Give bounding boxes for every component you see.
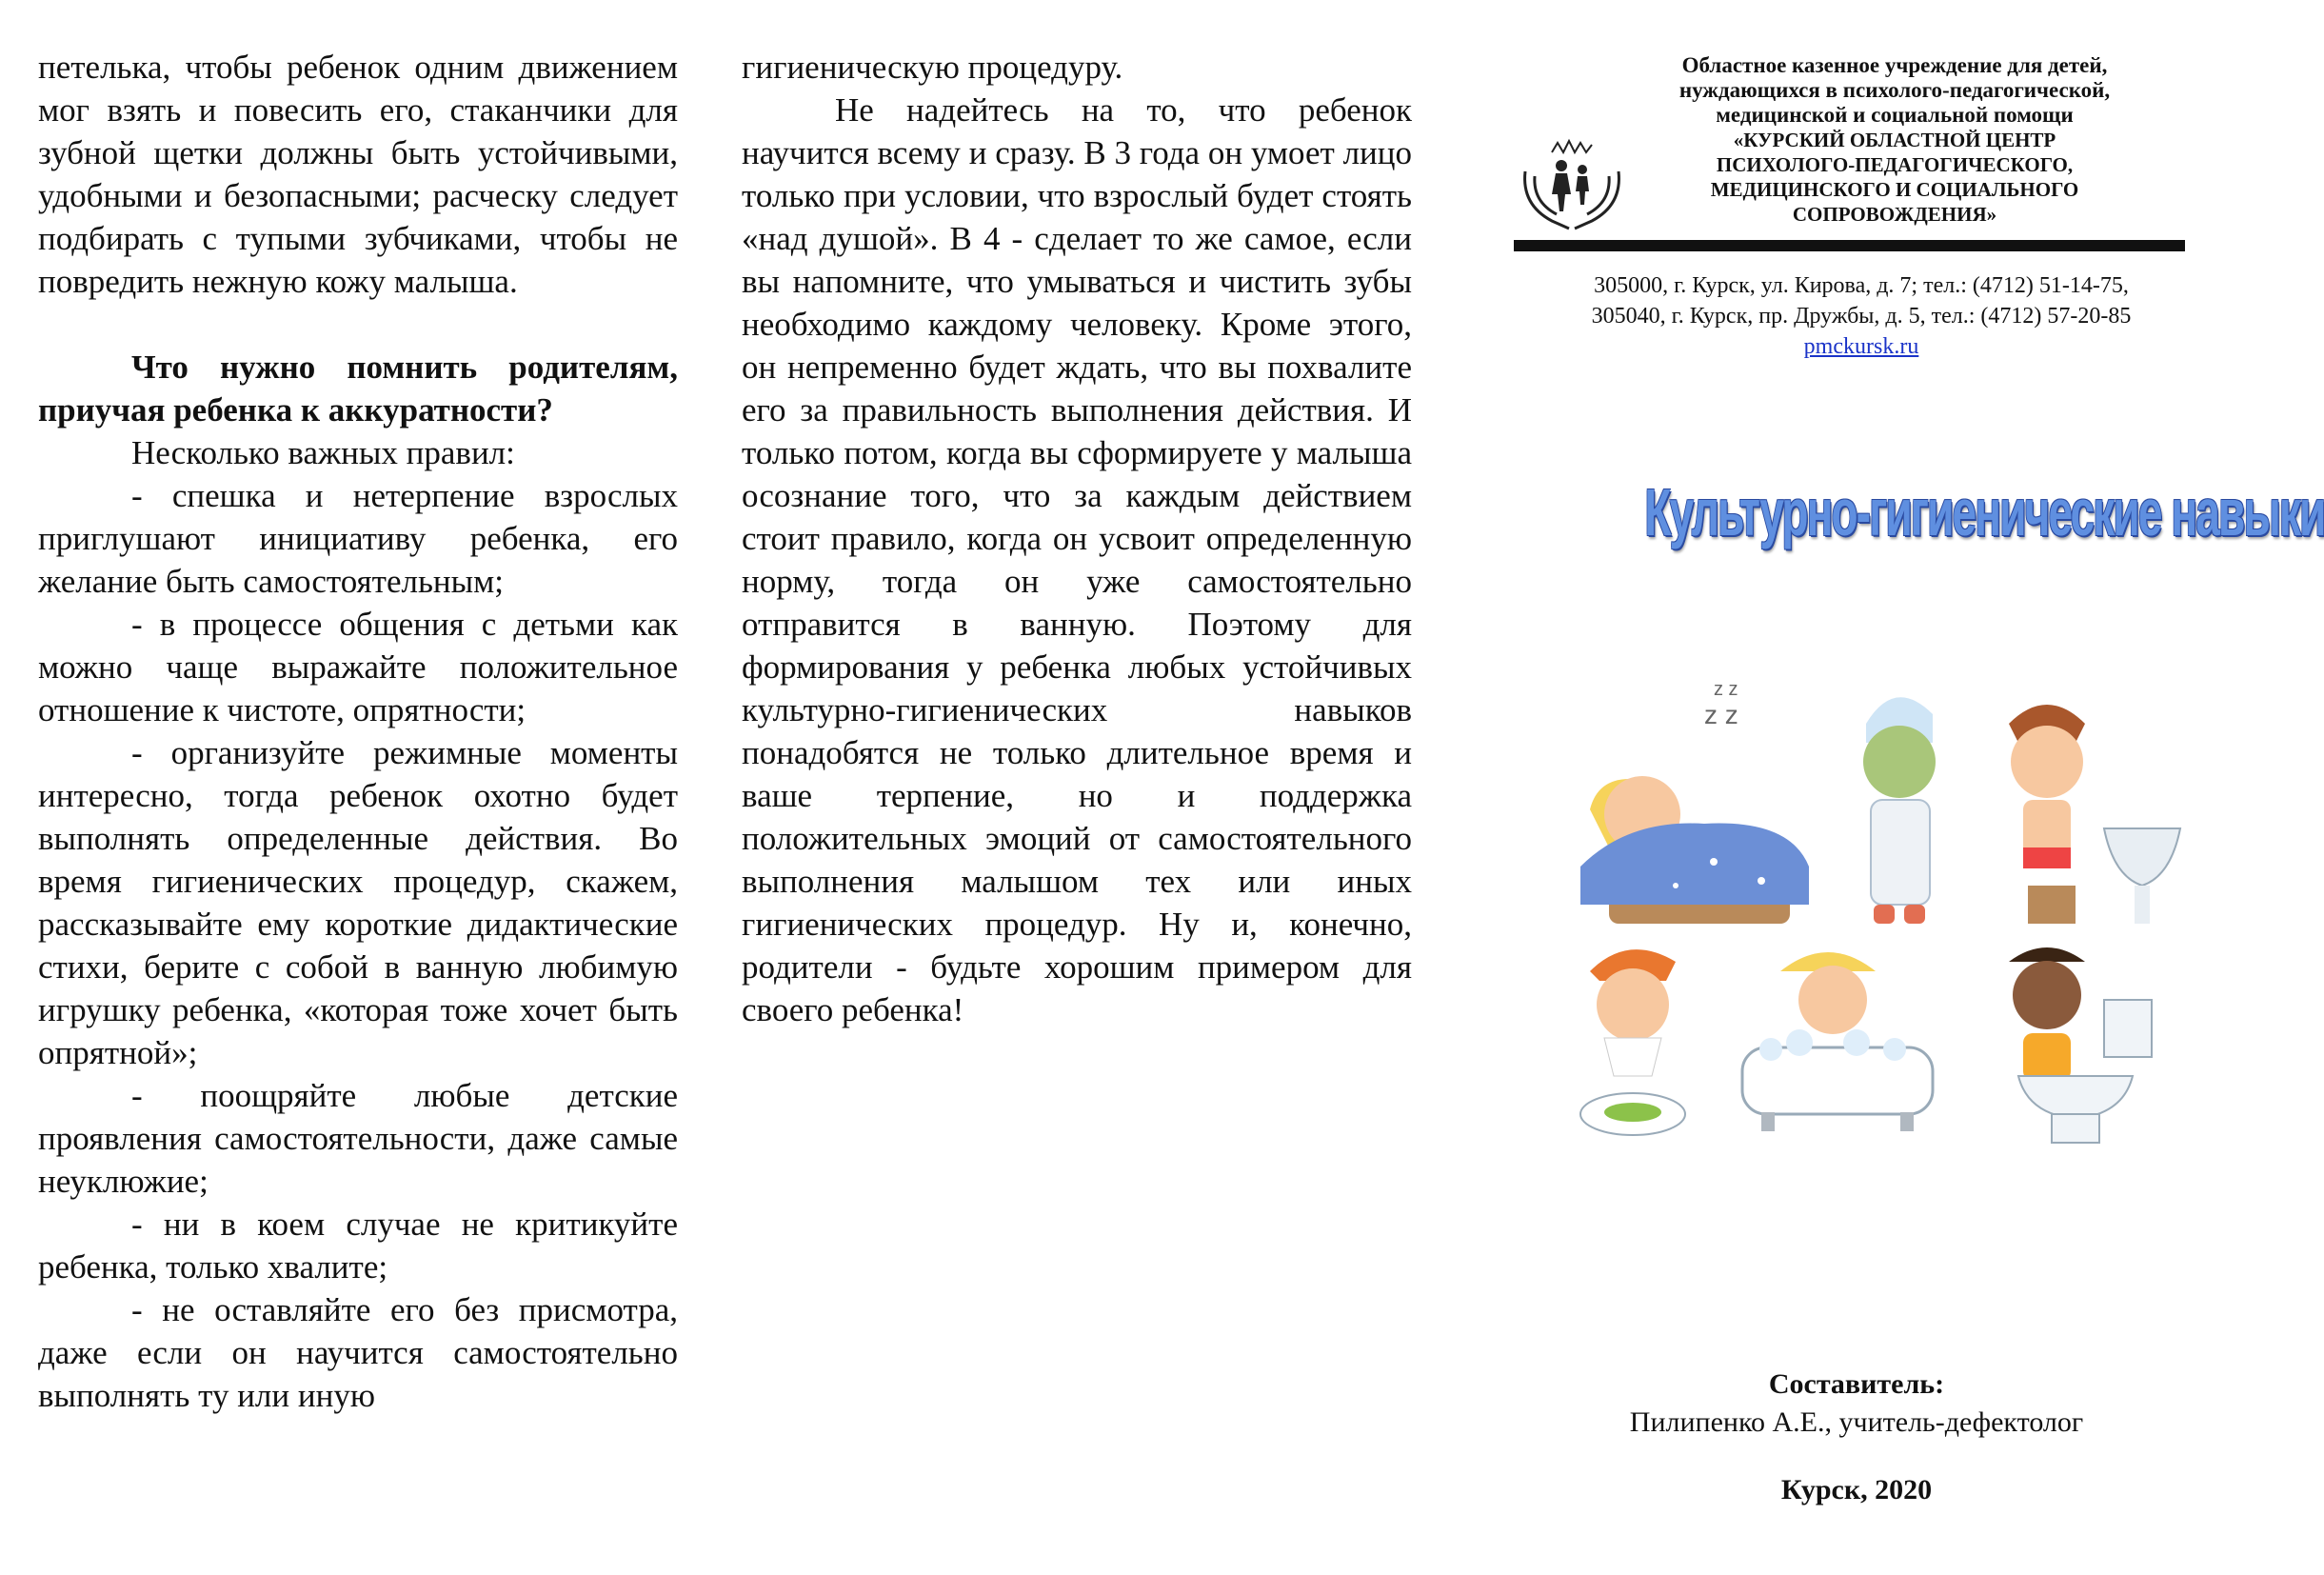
org-line: «КУРСКИЙ ОБЛАСТНОЙ ЦЕНТР xyxy=(1733,129,2056,151)
contact-info xyxy=(1514,270,2209,362)
children-hygiene-illustrations xyxy=(1571,657,2199,1171)
org-line: ПСИХОЛОГО-ПЕДАГОГИЧЕСКОГО, xyxy=(1716,153,2074,176)
potty-child-illustration xyxy=(2009,947,2152,1143)
address-line: 305040, г. Курск, пр. Дружбы, д. 5, тел.: (4712) 57-20-85 xyxy=(1591,304,2132,329)
composer-label: Составитель: xyxy=(1768,1368,1945,1400)
organization-name xyxy=(1590,53,2199,227)
left-text-column xyxy=(38,46,678,1417)
middle-text-column xyxy=(742,46,1412,1031)
paragraph: Несколько важных правил: xyxy=(131,434,515,471)
address-line: 305000, г. Курск, ул. Кирова, д. 7; тел.: (4712) 51-14-75, xyxy=(1594,273,2129,298)
org-line: МЕДИЦИНСКОГО И СОЦИАЛЬНОГО xyxy=(1710,178,2079,201)
city-year: Курск, 2020 xyxy=(1780,1474,1933,1505)
svg-text:z z: z z xyxy=(1704,700,1738,729)
list-item: - ни в коем случае не критикуйте ребенка, только хвалите; xyxy=(38,1206,678,1286)
towel-child-illustration xyxy=(1863,697,1936,924)
section-heading: Что нужно помнить родителям, приучая ребенка к аккуратности? xyxy=(38,349,678,429)
list-item: - в процессе общения с детьми как можно чаще выражайте положительное отношение к чистоте, опрятности; xyxy=(38,606,678,728)
org-line: СОПРОВОЖДЕНИЯ» xyxy=(1792,203,1997,226)
paragraph: Не надейтесь на то, что ребенок научится всему и сразу. В 3 года он умоет лицо только при условии, что взрослый будет стоять «над душой». В 4 - сделает то же самое, если вы напомните, что умываться и чистить зубы необходимо каждому человеку. Кроме этого, он непременно будет ждать, что вы похвалите его за правильность выполнения действия. И только потом, когда вы сформируете у малыша осознание того, что за каждым действием стоит правило, когда он усвоит определенную норму, тогда он уже самостоятельно отправится в ванную. Поэтому для формирования у ребенка любых устойчивых культурно-гигиенических навыков понадобятся не только длительное время и ваше терпение, но и поддержка положительных эмоций от самостоятельного выполнения малышом тех или иных гигиенических процедур. Ну и, конечно, родители - будьте хорошим примером для своего ребенка! xyxy=(742,91,1412,1028)
brochure-title: Культурно-гигиенические навыки xyxy=(1644,475,2324,549)
hands-family-logo-icon xyxy=(1514,133,1630,238)
list-item: - поощряйте любые детские проявления самостоятельности, даже самые неуклюжие; xyxy=(38,1077,678,1200)
list-item: - не оставляйте его без присмотра, даже если он научится самостоятельно выполнять ту или иную xyxy=(38,1291,678,1414)
website-link[interactable]: pmckursk.ru xyxy=(1803,334,1919,359)
divider xyxy=(1514,240,2185,251)
eating-child-illustration xyxy=(1580,949,1685,1135)
list-item: - организуйте режимные моменты интересно, тогда ребенок охотно будет выполнять определенные действия. Во время гигиенических процедур, скажем, рассказывайте ему короткие дидактические стихи, берите с собой в ванную любимую игрушку ребенка, «которая тоже хочет быть опрятной»; xyxy=(38,734,678,1071)
org-line: нуждающихся в психолого-педагогической, xyxy=(1678,78,2111,102)
sleeping-child-illustration xyxy=(1580,679,1809,924)
composer-name: Пилипенко А.Е., учитель-дефектолог xyxy=(1629,1406,2084,1438)
bathing-child-illustration xyxy=(1742,952,1933,1131)
paragraph: петелька, чтобы ребенок одним движением мог взять и повесить его, стаканчики для зубной щетки должны быть устойчивыми, удобными и безопасными; расческу следует подбирать с тупыми зубчиками, чтобы не повредить нежную кожу малыша. xyxy=(38,49,678,300)
org-line: Областное казенное учреждение для детей, xyxy=(1681,53,2108,77)
svg-text:z z: z z xyxy=(1714,679,1738,700)
list-item: - спешка и нетерпение взрослых приглушают инициативу ребенка, его желание быть самостоятельным; xyxy=(38,477,678,600)
org-line: медицинской и социальной помощи xyxy=(1716,103,2074,127)
paragraph: гигиеническую процедуру. xyxy=(742,49,1123,86)
cover-panel xyxy=(1514,0,2324,1575)
composer-block xyxy=(1514,1366,2199,1442)
brushing-teeth-illustration xyxy=(2009,705,2180,924)
